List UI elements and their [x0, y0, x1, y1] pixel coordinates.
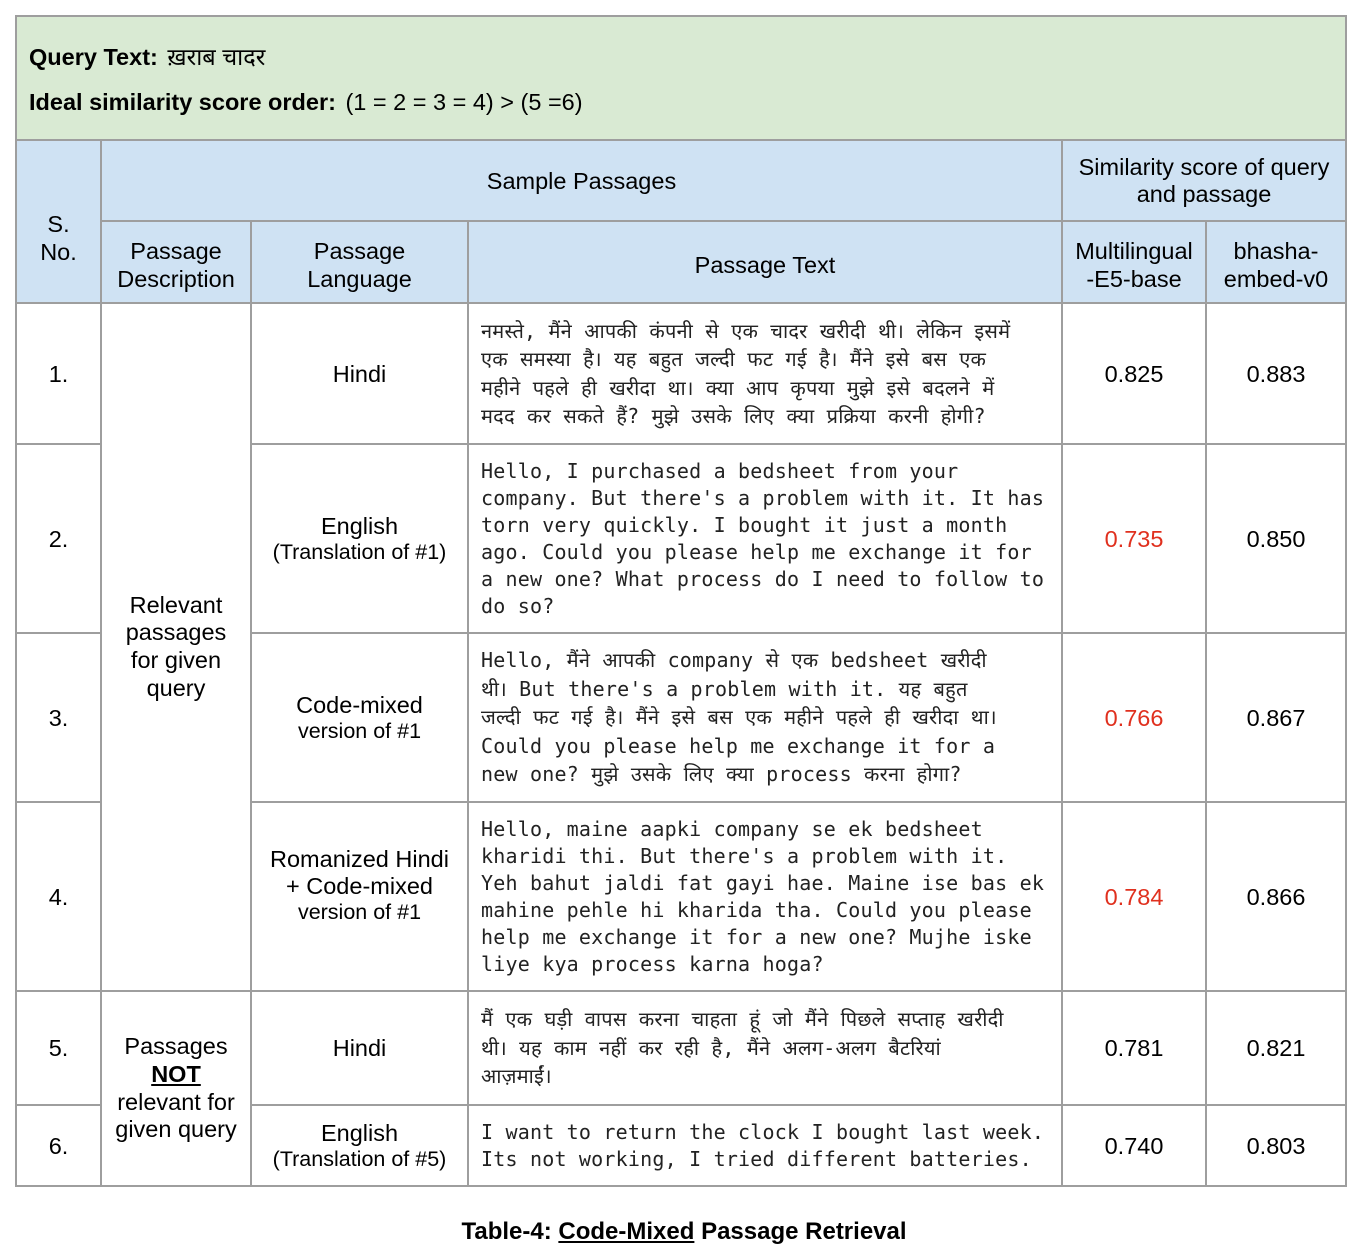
language-note: (Translation of #5)	[272, 1146, 447, 1171]
passage-language	[251, 1105, 468, 1186]
language-header	[251, 221, 468, 303]
not-relevant-emphasis: NOT	[151, 1060, 201, 1087]
table-caption	[0, 1216, 1362, 1248]
table-row	[16, 991, 1346, 1105]
language-note: version of #1	[297, 718, 422, 743]
language-note: (Translation of #1)	[272, 539, 447, 564]
e5-model-header	[1062, 221, 1206, 303]
e5-score: 0.735	[1062, 444, 1206, 633]
serial-number: 6.	[16, 1105, 101, 1186]
similarity-header	[1062, 140, 1346, 221]
passage-text: Hello, maine aapki company se ek bedsheet kharidi thi. But there's a problem with it. Yeh bahut jaldi fat gayi hae. Maine ise bas ek mahine pehle hi kharida tha. Could you please help me exchange it for a new one? Mujhe iske liye kya process karna hoga?	[481, 816, 1045, 976]
e5-score: 0.825	[1062, 303, 1206, 444]
passage-language	[251, 444, 468, 633]
language-main: Romanized Hindi + Code-mixed	[270, 846, 449, 899]
ideal-order-label: Ideal similarity score order:	[29, 88, 336, 115]
description-header	[101, 221, 251, 303]
not-relevant-label-end: relevant for given query	[115, 1088, 237, 1143]
passage-text-cell	[468, 1105, 1062, 1186]
passage-text: मैं एक घड़ी वापस करना चाहता हूं जो मैंने पिछले सप्ताह खरीदी थी। यह काम नहीं कर रही है, मैंने अलग-अलग बैटरियां आज़माईं।	[481, 1007, 1004, 1089]
not-relevant-group-cell	[101, 991, 251, 1186]
passage-text: Hello, I purchased a bedsheet from your company. But there's a problem with it. It has torn very quickly. I bought it just a month ago. Could you please help me exchange it for a new one? What process do I need to follow to do so?	[481, 458, 1045, 618]
description-header-label: Passage Description	[117, 238, 235, 292]
serial-number: 4.	[16, 802, 101, 991]
bhasha-score: 0.850	[1206, 444, 1346, 633]
e5-model-header-label: Multilingual -E5-base	[1075, 238, 1193, 292]
query-band	[16, 16, 1346, 140]
passage-language	[251, 802, 468, 991]
language-main: English	[320, 1119, 399, 1146]
passage-text-header: Passage Text	[468, 221, 1062, 303]
serial-number: 1.	[16, 303, 101, 444]
serial-number: 3.	[16, 633, 101, 802]
bhasha-score: 0.821	[1206, 991, 1346, 1105]
passage-text: I want to return the clock I bought last week. Its not working, I tried different batteries.	[481, 1119, 1045, 1171]
serial-header	[16, 140, 101, 303]
language-note: version of #1	[297, 900, 422, 924]
passage-text-cell	[468, 633, 1062, 802]
sample-passages-header: Sample Passages	[101, 140, 1062, 221]
caption-rest: Passage Retrieval	[701, 1218, 907, 1245]
e5-score: 0.766	[1062, 633, 1206, 802]
language-main: English	[320, 512, 399, 539]
not-relevant-label-start: Passages	[124, 1033, 228, 1060]
serial-number: 2.	[16, 444, 101, 633]
serial-header-label: S. No.	[40, 210, 77, 265]
passage-text: Hello, मैंने आपकी company से एक bedsheet खरीदी थी। But there's a problem with it. यह बहुत जल्दी फट गई है। मैंने इसे बस एक महीने पहले ही खरीदा था। Could you please help me exchange it for a new one? मुझे उसके लिए क्या process करना होगा?	[481, 648, 997, 787]
query-line	[29, 35, 1333, 80]
passage-text: नमस्ते, मैंने आपकी कंपनी से एक चादर खरीदी थी। लेकिन इसमें एक समस्या है। यह बहुत जल्दी फट गई है। मैंने इसे बस एक महीने पहले ही खरीदा था। क्या आप कृपया मुझे इसे बदलने में मदद कर सकते हैं? मुझे उसके लिए क्या प्रक्रिया करनी होगी?	[481, 318, 1011, 428]
serial-number: 5.	[16, 991, 101, 1105]
passage-retrieval-table	[15, 15, 1347, 1187]
bhasha-score: 0.883	[1206, 303, 1346, 444]
passage-language: Hindi	[251, 991, 468, 1105]
bhasha-score: 0.866	[1206, 802, 1346, 991]
passage-text-cell	[468, 991, 1062, 1105]
e5-score: 0.784	[1062, 802, 1206, 991]
caption-emphasis: Code-Mixed	[558, 1218, 695, 1245]
query-text: ख़राब चादर	[167, 43, 266, 70]
query-band-row	[16, 16, 1346, 140]
language-header-label: Passage Language	[307, 238, 412, 292]
relevant-group-label: Relevant passages for given query	[125, 591, 227, 701]
bhasha-score: 0.803	[1206, 1105, 1346, 1186]
e5-score: 0.781	[1062, 991, 1206, 1105]
similarity-header-label: Similarity score of query and passage	[1078, 153, 1330, 207]
bhasha-model-header-label: bhasha- embed-v0	[1223, 238, 1329, 292]
passage-text-cell	[468, 444, 1062, 633]
passage-text-cell	[468, 303, 1062, 444]
ideal-order-line	[29, 80, 1333, 125]
passage-language: Hindi	[251, 303, 468, 444]
bhasha-score: 0.867	[1206, 633, 1346, 802]
e5-score: 0.740	[1062, 1105, 1206, 1186]
bhasha-model-header	[1206, 221, 1346, 303]
header-row-top	[16, 140, 1346, 221]
query-label: Query Text:	[29, 43, 158, 70]
language-main: Code-mixed	[296, 691, 423, 718]
table-body	[16, 16, 1346, 1186]
table-row	[16, 303, 1346, 444]
header-row-bottom	[16, 221, 1346, 303]
caption-label: Table-4:	[461, 1218, 552, 1245]
passage-text-cell	[468, 802, 1062, 991]
ideal-order-value: (1 = 2 = 3 = 4) > (5 =6)	[345, 88, 583, 115]
relevant-group-cell	[101, 303, 251, 991]
passage-language	[251, 633, 468, 802]
